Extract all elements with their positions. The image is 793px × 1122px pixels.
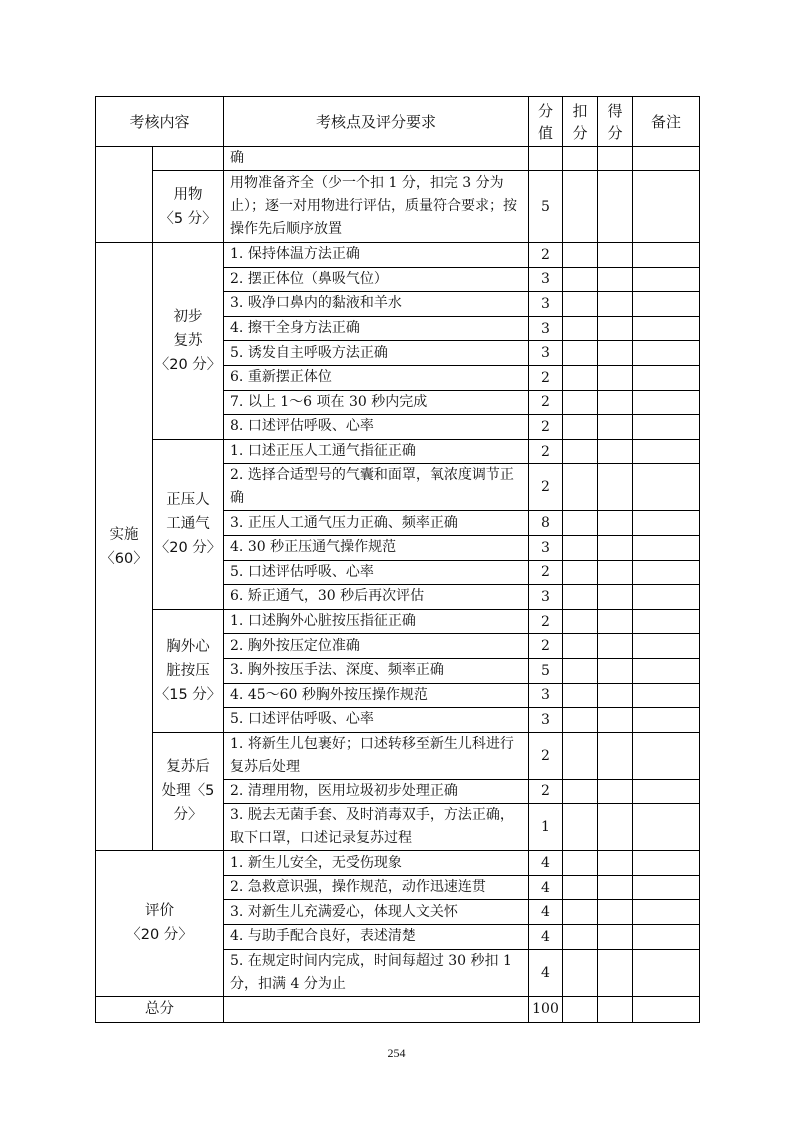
total-row	[96, 996, 700, 1022]
score-cell[interactable]	[598, 779, 633, 804]
requirement-cell: 4. 与助手配合良好，表述清楚	[224, 925, 529, 950]
remarks-cell[interactable]	[633, 341, 700, 366]
deduct-cell[interactable]	[563, 535, 598, 560]
points-cell: 3	[529, 341, 563, 366]
deduct-cell[interactable]	[563, 439, 598, 464]
requirement-cell: 1. 新生儿安全，无受伤现象	[224, 851, 529, 876]
requirement-cell: 2. 清理用物，医用垃圾初步处理正确	[224, 779, 529, 804]
remarks-cell[interactable]	[633, 390, 700, 415]
deduct-cell[interactable]	[563, 560, 598, 585]
section-label: 用物 〈5 分〉	[153, 171, 224, 243]
table-row	[96, 732, 700, 779]
score-cell[interactable]	[598, 851, 633, 876]
points-cell: 2	[529, 560, 563, 585]
remarks-cell[interactable]	[633, 658, 700, 683]
table-row	[96, 439, 700, 464]
table-row	[96, 147, 700, 171]
points-cell: 4	[529, 875, 563, 900]
points-cell: 5	[529, 171, 563, 243]
remarks-cell[interactable]	[633, 708, 700, 733]
section-label: 复苏后 处理〈5 分〉	[153, 732, 224, 851]
requirement-cell: 5. 诱发自主呼吸方法正确	[224, 341, 529, 366]
deduct-cell[interactable]	[563, 634, 598, 659]
deduct-cell[interactable]	[563, 949, 598, 996]
score-cell[interactable]	[598, 925, 633, 950]
deduct-cell[interactable]	[563, 683, 598, 708]
remarks-cell[interactable]	[633, 560, 700, 585]
requirement-cell: 8. 口述评估呼吸、心率	[224, 415, 529, 440]
points-cell: 2	[529, 779, 563, 804]
remarks-cell[interactable]	[633, 900, 700, 925]
requirement-cell: 7. 以上 1～6 项在 30 秒内完成	[224, 390, 529, 415]
remarks-cell[interactable]	[633, 851, 700, 876]
remarks-cell[interactable]	[633, 925, 700, 950]
points-cell: 2	[529, 415, 563, 440]
header-row	[96, 97, 700, 147]
requirement-cell: 2. 摆正体位（鼻吸气位）	[224, 267, 529, 292]
score-cell[interactable]	[598, 535, 633, 560]
points-cell: 8	[529, 511, 563, 536]
page-number: 254	[387, 1046, 406, 1060]
remarks-cell[interactable]	[633, 511, 700, 536]
header-remarks: 备注	[633, 97, 700, 147]
points-cell: 3	[529, 292, 563, 317]
score-table	[95, 96, 700, 1023]
score-cell[interactable]	[598, 243, 633, 268]
score-cell[interactable]	[598, 875, 633, 900]
evaluation-label: 评价 〈20 分〉	[96, 851, 224, 996]
remarks-cell[interactable]	[633, 267, 700, 292]
requirement-cell: 5. 口述评估呼吸、心率	[224, 560, 529, 585]
deduct-cell[interactable]	[563, 243, 598, 268]
prep-group-cell	[96, 147, 153, 243]
points-cell: 2	[529, 390, 563, 415]
score-cell[interactable]	[598, 609, 633, 634]
deduct-cell[interactable]	[563, 996, 598, 1022]
requirement-cell: 5. 口述评估呼吸、心率	[224, 708, 529, 733]
points-cell: 3	[529, 708, 563, 733]
deduct-cell[interactable]	[563, 732, 598, 779]
points-cell: 3	[529, 535, 563, 560]
remarks-cell[interactable]	[633, 316, 700, 341]
implementation-label: 实施 〈60〉	[96, 243, 153, 851]
deduct-cell[interactable]	[563, 292, 598, 317]
score-cell[interactable]	[598, 949, 633, 996]
requirement-cell: 2. 急救意识强，操作规范，动作迅速连贯	[224, 875, 529, 900]
score-cell[interactable]	[598, 804, 633, 851]
deduct-cell[interactable]	[563, 609, 598, 634]
requirement-cell: 用物准备齐全（少一个扣 1 分，扣完 3 分为止）；逐一对用物进行评估，质量符合要求；按操作先后顺序放置	[224, 171, 529, 243]
deduct-cell[interactable]	[563, 851, 598, 876]
score-cell[interactable]	[598, 171, 633, 243]
remarks-cell[interactable]	[633, 243, 700, 268]
requirement-cell: 5. 在规定时间内完成，时间每超过 30 秒扣 1 分，扣满 4 分为止	[224, 949, 529, 996]
points-cell: 2	[529, 439, 563, 464]
score-cell[interactable]	[598, 147, 633, 171]
remarks-cell[interactable]	[633, 171, 700, 243]
remarks-cell[interactable]	[633, 732, 700, 779]
requirement-cell: 2. 胸外按压定位准确	[224, 634, 529, 659]
deduct-cell[interactable]	[563, 171, 598, 243]
requirement-cell: 4. 45～60 秒胸外按压操作规范	[224, 683, 529, 708]
points-cell: 4	[529, 851, 563, 876]
header-score: 得 分	[598, 97, 633, 147]
points-cell: 2	[529, 464, 563, 511]
requirement-cell: 4. 30 秒正压通气操作规范	[224, 535, 529, 560]
score-cell[interactable]	[598, 292, 633, 317]
remarks-cell[interactable]	[633, 804, 700, 851]
deduct-cell[interactable]	[563, 658, 598, 683]
points-cell: 2	[529, 243, 563, 268]
score-cell[interactable]	[598, 900, 633, 925]
points-cell: 1	[529, 804, 563, 851]
points-cell	[529, 147, 563, 171]
deduct-cell[interactable]	[563, 779, 598, 804]
remarks-cell[interactable]	[633, 683, 700, 708]
requirement-cell: 1. 口述正压人工通气指征正确	[224, 439, 529, 464]
remarks-cell[interactable]	[633, 147, 700, 171]
points-cell: 5	[529, 658, 563, 683]
points-cell: 2	[529, 732, 563, 779]
score-cell[interactable]	[598, 560, 633, 585]
score-cell[interactable]	[598, 464, 633, 511]
total-points: 100	[529, 996, 563, 1022]
score-cell[interactable]	[598, 439, 633, 464]
requirement-cell: 3. 对新生儿充满爱心，体现人文关怀	[224, 900, 529, 925]
deduct-cell[interactable]	[563, 415, 598, 440]
header-points: 分 值	[529, 97, 563, 147]
deduct-cell[interactable]	[563, 316, 598, 341]
remarks-cell[interactable]	[633, 365, 700, 390]
deduct-cell[interactable]	[563, 875, 598, 900]
requirement-cell: 4. 擦干全身方法正确	[224, 316, 529, 341]
section-label: 初步 复苏 〈20 分〉	[153, 243, 224, 440]
total-label: 总分	[96, 996, 224, 1022]
deduct-cell[interactable]	[563, 708, 598, 733]
table-row	[96, 243, 700, 268]
requirement-cell: 3. 吸净口鼻内的黏液和羊水	[224, 292, 529, 317]
remarks-cell[interactable]	[633, 949, 700, 996]
score-cell[interactable]	[598, 415, 633, 440]
points-cell: 2	[529, 365, 563, 390]
score-cell[interactable]	[598, 732, 633, 779]
remarks-cell[interactable]	[633, 585, 700, 610]
remarks-cell[interactable]	[633, 535, 700, 560]
score-cell[interactable]	[598, 996, 633, 1022]
section-label: 胸外心 脏按压 〈15 分〉	[153, 609, 224, 732]
deduct-cell[interactable]	[563, 511, 598, 536]
requirement-cell: 6. 矫正通气，30 秒后再次评估	[224, 585, 529, 610]
requirement-cell: 3. 正压人工通气压力正确、频率正确	[224, 511, 529, 536]
score-cell[interactable]	[598, 658, 633, 683]
points-cell: 4	[529, 949, 563, 996]
score-cell[interactable]	[598, 683, 633, 708]
requirement-cell: 2. 选择合适型号的气囊和面罩，氧浓度调节正确	[224, 464, 529, 511]
requirement-cell: 3. 脱去无菌手套、及时消毒双手，方法正确，取下口罩，口述记录复苏过程	[224, 804, 529, 851]
requirement-cell: 确	[224, 147, 529, 171]
requirement-cell: 1. 将新生儿包裹好；口述转移至新生儿科进行复苏后处理	[224, 732, 529, 779]
points-cell: 2	[529, 634, 563, 659]
deduct-cell[interactable]	[563, 365, 598, 390]
header-requirements: 考核点及评分要求	[224, 97, 529, 147]
score-cell[interactable]	[598, 316, 633, 341]
score-cell[interactable]	[598, 341, 633, 366]
requirement-cell: 3. 胸外按压手法、深度、频率正确	[224, 658, 529, 683]
score-cell[interactable]	[598, 365, 633, 390]
blank-cell	[153, 147, 224, 171]
table-row	[96, 171, 700, 243]
remarks-cell[interactable]	[633, 439, 700, 464]
remarks-cell[interactable]	[633, 996, 700, 1022]
points-cell: 3	[529, 683, 563, 708]
score-cell[interactable]	[598, 267, 633, 292]
score-cell[interactable]	[598, 390, 633, 415]
points-cell: 4	[529, 925, 563, 950]
deduct-cell[interactable]	[563, 390, 598, 415]
deduct-cell[interactable]	[563, 804, 598, 851]
remarks-cell[interactable]	[633, 634, 700, 659]
score-cell[interactable]	[598, 634, 633, 659]
points-cell: 3	[529, 316, 563, 341]
remarks-cell[interactable]	[633, 779, 700, 804]
deduct-cell[interactable]	[563, 147, 598, 171]
deduct-cell[interactable]	[563, 341, 598, 366]
points-cell: 3	[529, 585, 563, 610]
remarks-cell[interactable]	[633, 875, 700, 900]
points-cell: 4	[529, 900, 563, 925]
points-cell: 3	[529, 267, 563, 292]
points-cell: 2	[529, 609, 563, 634]
deduct-cell[interactable]	[563, 585, 598, 610]
deduct-cell[interactable]	[563, 925, 598, 950]
remarks-cell[interactable]	[633, 415, 700, 440]
deduct-cell[interactable]	[563, 464, 598, 511]
remarks-cell[interactable]	[633, 609, 700, 634]
deduct-cell[interactable]	[563, 267, 598, 292]
score-cell[interactable]	[598, 511, 633, 536]
score-cell[interactable]	[598, 585, 633, 610]
requirement-cell: 1. 口述胸外心脏按压指征正确	[224, 609, 529, 634]
table-row	[96, 851, 700, 876]
remarks-cell[interactable]	[633, 292, 700, 317]
requirement-cell: 1. 保持体温方法正确	[224, 243, 529, 268]
remarks-cell[interactable]	[633, 464, 700, 511]
header-content: 考核内容	[96, 97, 224, 147]
table-row	[96, 609, 700, 634]
section-label: 正压人 工通气 〈20 分〉	[153, 439, 224, 609]
blank-cell	[224, 996, 529, 1022]
score-cell[interactable]	[598, 708, 633, 733]
header-deduct: 扣 分	[563, 97, 598, 147]
deduct-cell[interactable]	[563, 900, 598, 925]
requirement-cell: 6. 重新摆正体位	[224, 365, 529, 390]
